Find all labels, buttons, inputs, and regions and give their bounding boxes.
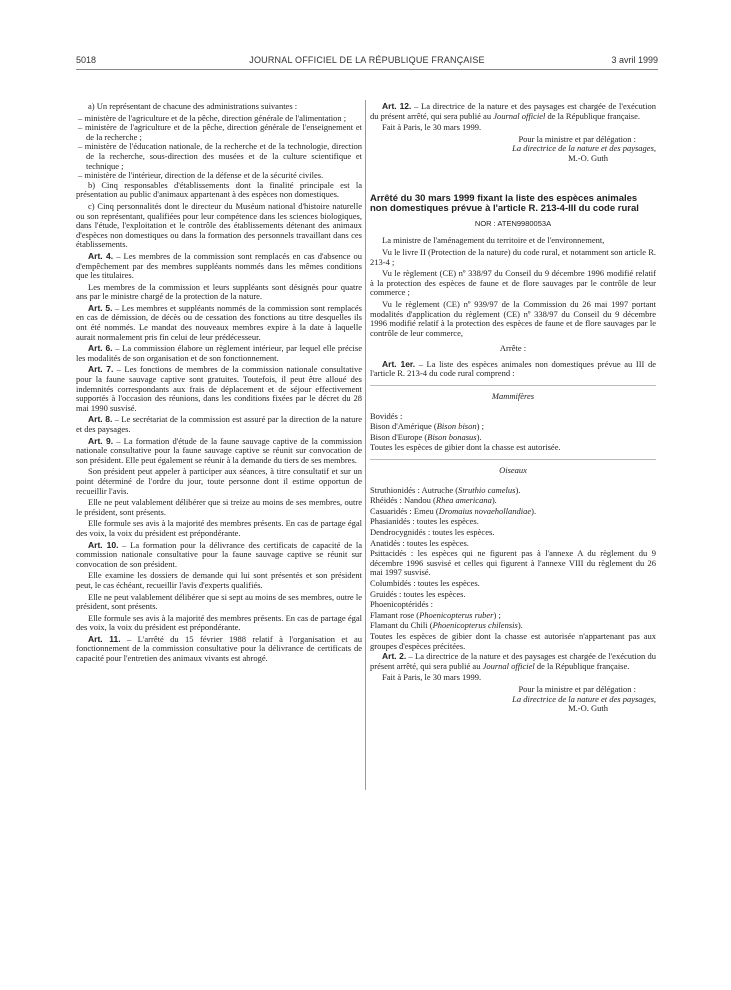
paragraph: Elle ne peut valablement délibérer que si sept au moins de ses membres, outre le président, sont présents. [76, 591, 362, 612]
item-b: b) Cinq responsables d'établissements dont la finalité principale est la présentation au public d'animaux appartenant à des espèces non domestiques. [76, 179, 362, 200]
list-item: – ministère de l'agriculture et de la pêche, direction générale de l'enseignement et de la recherche ; [78, 122, 362, 142]
article-6 [76, 344, 362, 363]
paragraph: Elle ne peut valablement délibérer que si treize au moins de ses membres, outre le président, sont présents. [76, 497, 362, 517]
list-item: – ministère de l'intérieur, direction de la défense et de la sécurité civiles. [78, 170, 324, 181]
list-item: Toutes les espèces de gibier dont la chasse est autorisée. [370, 442, 561, 453]
article-label: Art. 10. [88, 539, 119, 550]
paragraph: Les membres de la commission et leurs suppléants sont désignés pour quatre ans par le ministre chargé de la protection de la nature. [76, 281, 362, 302]
article-text: – Les membres et suppléants nommés de la commission sont remplacés en cas de démission, de décès ou de cessation des fonctions au titre desquelles ils ont été nommés. Le mandat des nouveaux membres expire à la date à laquelle aurait normalement pris fin celui de leur prédécesseur. [76, 302, 362, 342]
list-item [370, 422, 656, 432]
article-9 [76, 437, 362, 466]
list-item: Toutes les espèces de gibier dont la chasse est autorisée n'appartenant pas aux groupes d'espèces précitées. [370, 630, 656, 651]
article-12 [370, 102, 656, 121]
article-text: – L'arrêté du 15 février 1988 relatif à l'organisation et au fonctionnement de la commission consultative pour la délivrance de certificats de capacité pour l'entretien des animaux vivants est abrogé. [76, 633, 362, 664]
list-item [370, 496, 656, 506]
article-label: Art. 7. [88, 364, 114, 375]
species-scientific: Dromaius novaehollandiae [438, 505, 532, 516]
species-scientific: Phoenicopterus chilensis [432, 620, 518, 631]
article-text: – La directrice de la nature et des paysages est chargée de l'exécution du présent arrêté, qui sera publié au [370, 651, 656, 671]
article-label: Art. 1er. [382, 358, 416, 369]
header-rule [76, 69, 658, 70]
list-item: Gruidés : toutes les espèces. [370, 588, 466, 599]
list-item: Dendrocygnidés : toutes les espèces. [370, 527, 495, 537]
punctuation: ). [476, 431, 482, 442]
article-text: – Les fonctions de membres de la commission nationale consultative pour la faune sauvage captive sont gratuites. Toutefois, il peut être alloué des indemnités correspondants aux frais de déplacement et de séjour effectivement supportés à l'occasion des réunions, dans les conditions fixées par le décret du 28 mai 1990 susvisé. [76, 364, 362, 413]
preamble: Vu le livre II (Protection de la nature) du code rural, et notamment son article R. 213-4 ; [370, 246, 656, 267]
article-label: Art. 11. [88, 633, 121, 644]
list-item: Anatidés : toutes les espèces. [370, 537, 469, 548]
species-scientific: Struthio camelus [458, 484, 516, 495]
article-text: – La commission élabore un règlement intérieur, par lequel elle précise les modalités de son organisation et de son fonctionnement. [76, 343, 362, 363]
list-item: – ministère de l'éducation nationale, de la recherche et de la technologie, direction de la recherche, sous-direction des musées et de la culture scientifique et technique ; [78, 141, 362, 171]
punctuation: ) ; [476, 421, 484, 432]
item-c: c) Cinq personnalités dont le directeur du Muséum national d'histoire naturelle ou son représentant, qualifiées pour leur compétence dans les sciences biologiques, dans l'étude, l'exploitation et le contrôle des établissements détenant des animaux d'espèces non domestiques ou dans la formation des personnels travaillant dans ces établissements. [76, 200, 362, 250]
arrete-heading: Arrête : [499, 343, 527, 354]
preamble: Vu le règlement (CE) nº 939/97 de la Commission du 26 mai 1997 portant modalités d'application du règlement (CE) nº 338/97 du Conseil du 9 décembre 1996 modifié relatif à la protection des espèces de faune et de flore sauvages par le contrôle de leur commerce, [370, 298, 656, 338]
punctuation: ). [491, 495, 497, 506]
article-2 [370, 652, 656, 671]
signature-delegation: Pour la ministre et par délégation : [518, 133, 636, 144]
paragraph: Son président peut appeler à participer aux séances, à titre consultatif et sur un point déterminé de l'ordre du jour, toute personne dont il estime opportun de recueillir l'avis. [76, 466, 362, 496]
list-item: Phoenicoptéridés : [370, 599, 434, 610]
list-item [370, 433, 656, 443]
article-8 [76, 415, 362, 434]
left-column [76, 102, 362, 666]
species-name: Casuaridés : Emeu ( [370, 505, 439, 516]
article-label: Art. 5. [88, 302, 113, 313]
signing-place-date: Fait à Paris, le 30 mars 1999. [382, 122, 482, 133]
species-name: Bison d'Amérique ( [370, 421, 437, 432]
signature-role: La directrice de la nature et des paysages, [512, 143, 656, 154]
birds-heading: Oiseaux [370, 459, 656, 476]
species-scientific: Rhea americana [435, 495, 492, 506]
list-item [370, 507, 656, 517]
journal-reference: Journal officiel [482, 660, 535, 671]
signature-name: M.-O. Guth [568, 703, 608, 714]
article-label: Art. 12. [382, 101, 412, 111]
species-name: Flamant du Chili ( [370, 620, 433, 631]
article-text: – La directrice de la nature et des paysages est chargée de l'exécution du présent arrêté, qui sera publié au [370, 101, 656, 121]
article-text: de la République française. [534, 660, 630, 671]
article-label: Art. 4. [88, 250, 114, 261]
punctuation: ). [517, 620, 523, 631]
issue-date: 3 avril 1999 [611, 55, 658, 65]
list-item [370, 621, 656, 631]
signature-name: M.-O. Guth [568, 152, 608, 163]
page-number: 5018 [76, 55, 97, 65]
preamble: La ministre de l'aménagement du territoire et de l'environnement, [382, 235, 605, 246]
list-item: – ministère de l'agriculture et de la pêche, direction générale de l'alimentation ; [78, 112, 347, 123]
article-text: de la République française. [545, 110, 641, 121]
article-text: – Le secrétariat de la commission est assuré par la direction de la nature et des paysages. [76, 414, 362, 434]
punctuation: ). [515, 484, 521, 495]
species-name: Bison d'Europe ( [370, 431, 428, 442]
birds-list [370, 486, 656, 652]
list-item: Psittacidés : les espèces qui ne figurent pas à l'annexe A du règlement du 9 décembre 1996 susvisé et celles qui figurent à l'annexe VIII du règlement du 26 mai 1997 susvisé. [370, 548, 656, 578]
article-10 [76, 541, 362, 570]
punctuation: ). [531, 505, 537, 516]
punctuation: ) ; [493, 609, 501, 620]
page-header [76, 55, 658, 67]
paragraph: Elle formule ses avis à la majorité des membres présents. En cas de partage égal des voix, la voix du président est prépondérante. [76, 518, 362, 538]
ministry-list [76, 114, 362, 181]
article-5 [76, 304, 362, 342]
article-label: Art. 2. [382, 651, 407, 662]
article-text: – La formation pour la délivrance des certificats de capacité de la commission nationale consultative pour la faune sauvage captive se réunit sur convocation de son président. [76, 539, 362, 569]
list-item: Bovidés : [370, 410, 403, 421]
item-a: a) Un représentant de chacune des administrations suivantes : [88, 101, 298, 111]
article-text: – Les membres de la commission sont remplacés en cas d'absence ou d'empêchement par des membres suppléants nommés dans les mêmes conditions que les titulaires. [76, 250, 362, 281]
journal-reference: Journal officiel [493, 110, 546, 121]
article-1 [370, 360, 656, 379]
paragraph: Elle examine les dossiers de demande qui lui sont présentés et son président peut, le cas échéant, recueillir l'avis d'experts qualifiés. [76, 570, 362, 590]
signature-role: La directrice de la nature et des paysages, [512, 693, 656, 704]
preamble: Vu le règlement (CE) nº 338/97 du Conseil du 9 décembre 1996 modifié relatif à la protection des espèces de faune et de flore sauvages par le contrôle de leur commerce ; [370, 268, 656, 298]
list-item [370, 486, 656, 496]
species-name: Rhéidés : Nandou ( [370, 495, 436, 506]
species-name: Flamant rose ( [370, 609, 420, 620]
species-scientific: Bison bonasus [427, 431, 477, 442]
list-item: Phasianidés : toutes les espèces. [370, 516, 479, 527]
article-text: – La liste des espèces animales non domestiques prévue au III de l'article R. 213-4 du code rural comprend : [370, 358, 656, 379]
article-11 [76, 635, 362, 664]
column-divider [365, 100, 366, 790]
article-label: Art. 9. [88, 435, 114, 446]
right-column [370, 102, 656, 714]
decree-title: Arrêté du 30 mars 1999 fixant la liste des espèces animales non domestiques prévue à l'article R. 213-4-III du code rural [370, 192, 639, 215]
article-7 [76, 365, 362, 413]
article-text: – La formation d'étude de la faune sauvage captive de la commission nationale consultative pour la faune sauvage captive se réunit sur convocation de son président. Elle peut également se réunir à la demande du tiers de ses membres. [76, 435, 362, 465]
mammals-list [370, 412, 656, 453]
journal-title: JOURNAL OFFICIEL DE LA RÉPUBLIQUE FRANÇAISE [249, 55, 485, 65]
paragraph: Elle formule ses avis à la majorité des membres présents. En cas de partage égal des voix, la voix du président est prépondérante. [76, 612, 362, 633]
species-scientific: Bison bison [436, 421, 477, 432]
article-label: Art. 8. [88, 414, 113, 425]
species-name: Struthionidés : Autruche ( [370, 484, 459, 495]
species-scientific: Phoenicopterus ruber [419, 609, 494, 620]
signing-place-date: Fait à Paris, le 30 mars 1999. [382, 672, 482, 683]
list-item: Columbidés : toutes les espèces. [370, 577, 480, 588]
nor-reference: NOR : ATEN9980053A [474, 218, 552, 228]
article-4 [76, 252, 362, 281]
signature-delegation: Pour la ministre et par délégation : [518, 683, 636, 694]
mammals-heading: Mammifères [370, 385, 656, 402]
article-label: Art. 6. [88, 343, 113, 354]
list-item [370, 611, 656, 621]
